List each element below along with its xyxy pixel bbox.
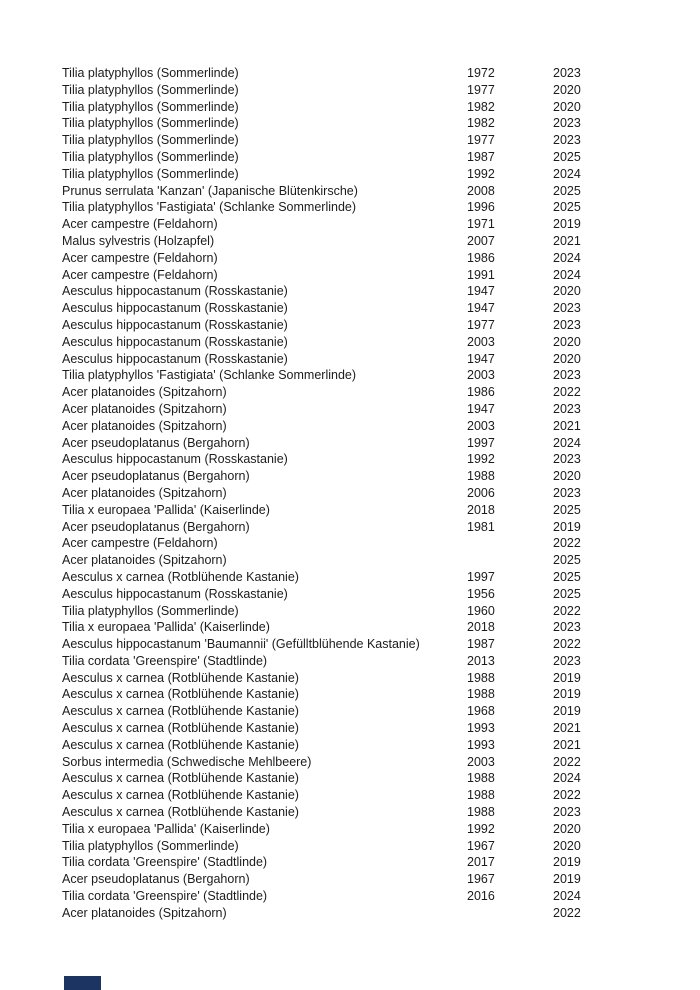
tree-species-cell: Prunus serrulata 'Kanzan' (Japanische Blütenkirsche): [62, 183, 358, 198]
year-inspected-cell: 2023: [553, 301, 581, 316]
year-planted-cell: 1992: [467, 821, 495, 836]
year-inspected-cell: 2021: [553, 721, 581, 736]
bottom-navy-fragment: [64, 976, 101, 990]
table-row: [62, 502, 622, 519]
year-inspected-cell: 2025: [553, 200, 581, 215]
year-planted-cell: 2003: [467, 368, 495, 383]
table-row: [62, 166, 622, 183]
tree-species-cell: Aesculus hippocastanum (Rosskastanie): [62, 317, 288, 332]
year-inspected-cell: 2019: [553, 217, 581, 232]
tree-species-cell: Acer platanoides (Spitzahorn): [62, 905, 227, 920]
year-inspected-cell: 2023: [553, 116, 581, 131]
year-inspected-cell: 2019: [553, 855, 581, 870]
year-planted-cell: 1992: [467, 452, 495, 467]
year-inspected-cell: 2024: [553, 771, 581, 786]
year-planted-cell: 1968: [467, 704, 495, 719]
year-inspected-cell: 2019: [553, 872, 581, 887]
year-planted-cell: 1956: [467, 586, 495, 601]
tree-species-cell: Aesculus x carnea (Rotblühende Kastanie): [62, 721, 299, 736]
year-inspected-cell: 2020: [553, 334, 581, 349]
year-planted-cell: 2008: [467, 183, 495, 198]
table-row: [62, 737, 622, 754]
tree-species-cell: Aesculus x carnea (Rotblühende Kastanie): [62, 670, 299, 685]
table-row: [62, 82, 622, 99]
year-planted-cell: 1988: [467, 687, 495, 702]
table-row: [62, 384, 622, 401]
tree-species-cell: Tilia x europaea 'Pallida' (Kaiserlinde): [62, 620, 270, 635]
year-planted-cell: 1993: [467, 721, 495, 736]
year-planted-cell: 2018: [467, 502, 495, 517]
table-row: [62, 300, 622, 317]
year-inspected-cell: 2019: [553, 519, 581, 534]
year-planted-cell: 1992: [467, 166, 495, 181]
table-row: [62, 804, 622, 821]
table-row: [62, 267, 622, 284]
year-planted-cell: 1988: [467, 805, 495, 820]
year-planted-cell: 1982: [467, 99, 495, 114]
tree-species-cell: Acer platanoides (Spitzahorn): [62, 418, 227, 433]
tree-species-cell: Tilia platyphyllos (Sommerlinde): [62, 603, 239, 618]
year-planted-cell: 1988: [467, 788, 495, 803]
year-planted-cell: 1971: [467, 217, 495, 232]
year-planted-cell: 1988: [467, 469, 495, 484]
year-inspected-cell: 2021: [553, 233, 581, 248]
year-planted-cell: 1972: [467, 66, 495, 80]
tree-species-cell: Acer campestre (Feldahorn): [62, 536, 218, 551]
tree-species-cell: Aesculus hippocastanum (Rosskastanie): [62, 334, 288, 349]
table-row: [62, 838, 622, 855]
table-row: [62, 435, 622, 452]
year-inspected-cell: 2025: [553, 553, 581, 568]
year-planted-cell: 2016: [467, 889, 495, 904]
table-row: [62, 468, 622, 485]
table-row: [62, 871, 622, 888]
year-inspected-cell: 2023: [553, 317, 581, 332]
year-planted-cell: 1986: [467, 250, 495, 265]
year-inspected-cell: 2022: [553, 637, 581, 652]
year-inspected-cell: 2025: [553, 569, 581, 584]
tree-species-cell: Tilia platyphyllos 'Fastigiata' (Schlanke Sommerlinde): [62, 200, 357, 215]
table-row: [62, 787, 622, 804]
year-inspected-cell: 2022: [553, 905, 581, 920]
year-inspected-cell: 2020: [553, 469, 581, 484]
table-row: [62, 569, 622, 586]
year-planted-cell: 2003: [467, 754, 495, 769]
tree-species-cell: Aesculus x carnea (Rotblühende Kastanie): [62, 569, 299, 584]
tree-species-cell: Acer platanoides (Spitzahorn): [62, 385, 227, 400]
year-planted-cell: 1991: [467, 267, 495, 282]
year-planted-cell: 2006: [467, 485, 495, 500]
year-inspected-cell: 2024: [553, 889, 581, 904]
tree-species-cell: Aesculus hippocastanum (Rosskastanie): [62, 586, 288, 601]
year-planted-cell: 1977: [467, 82, 495, 97]
year-planted-cell: 1981: [467, 519, 495, 534]
year-inspected-cell: 2023: [553, 66, 581, 80]
year-inspected-cell: 2025: [553, 586, 581, 601]
tree-species-cell: Acer platanoides (Spitzahorn): [62, 485, 227, 500]
tree-species-cell: Acer pseudoplatanus (Bergahorn): [62, 435, 250, 450]
tree-species-cell: Tilia cordata 'Greenspire' (Stadtlinde): [62, 855, 268, 870]
year-inspected-cell: 2020: [553, 82, 581, 97]
table-row: [62, 317, 622, 334]
year-planted-cell: 1988: [467, 670, 495, 685]
year-inspected-cell: 2022: [553, 536, 581, 551]
tree-species-cell: Tilia platyphyllos 'Fastigiata' (Schlanke Sommerlinde): [62, 368, 357, 383]
table-row: [62, 401, 622, 418]
table-row: [62, 334, 622, 351]
year-planted-cell: 2003: [467, 418, 495, 433]
table-row: [62, 888, 622, 905]
year-planted-cell: 2017: [467, 855, 495, 870]
year-inspected-cell: 2019: [553, 704, 581, 719]
tree-species-cell: Acer campestre (Feldahorn): [62, 250, 218, 265]
table-row: [62, 653, 622, 670]
table-row: [62, 670, 622, 687]
tree-species-cell: Aesculus hippocastanum (Rosskastanie): [62, 452, 288, 467]
year-planted-cell: 1947: [467, 284, 495, 299]
table-row: [62, 115, 622, 132]
tree-species-cell: Tilia platyphyllos (Sommerlinde): [62, 166, 239, 181]
tree-species-cell: Tilia cordata 'Greenspire' (Stadtlinde): [62, 889, 268, 904]
year-inspected-cell: 2023: [553, 805, 581, 820]
year-inspected-cell: 2021: [553, 737, 581, 752]
year-inspected-cell: 2019: [553, 670, 581, 685]
table-row: [62, 905, 622, 922]
year-inspected-cell: 2020: [553, 821, 581, 836]
tree-species-cell: Tilia platyphyllos (Sommerlinde): [62, 66, 239, 80]
year-planted-cell: 2007: [467, 233, 495, 248]
year-inspected-cell: 2025: [553, 502, 581, 517]
year-planted-cell: 1967: [467, 838, 495, 853]
table-row: [62, 199, 622, 216]
year-inspected-cell: 2019: [553, 687, 581, 702]
table-row: [62, 485, 622, 502]
year-planted-cell: 1993: [467, 737, 495, 752]
table-row: [62, 636, 622, 653]
year-inspected-cell: 2022: [553, 603, 581, 618]
tree-species-cell: Tilia platyphyllos (Sommerlinde): [62, 82, 239, 97]
year-inspected-cell: 2020: [553, 351, 581, 366]
tree-species-cell: Aesculus x carnea (Rotblühende Kastanie): [62, 771, 299, 786]
table-row: [62, 603, 622, 620]
tree-species-cell: Aesculus hippocastanum (Rosskastanie): [62, 351, 288, 366]
year-planted-cell: 1986: [467, 385, 495, 400]
tree-species-cell: Aesculus x carnea (Rotblühende Kastanie): [62, 687, 299, 702]
year-inspected-cell: 2020: [553, 838, 581, 853]
tree-species-cell: Aesculus x carnea (Rotblühende Kastanie): [62, 704, 299, 719]
year-planted-cell: 1996: [467, 200, 495, 215]
tree-species-cell: Tilia platyphyllos (Sommerlinde): [62, 149, 239, 164]
tree-species-cell: Acer campestre (Feldahorn): [62, 267, 218, 282]
year-inspected-cell: 2022: [553, 754, 581, 769]
tree-species-cell: Tilia platyphyllos (Sommerlinde): [62, 99, 239, 114]
year-inspected-cell: 2022: [553, 788, 581, 803]
table-row: [62, 821, 622, 838]
year-inspected-cell: 2024: [553, 267, 581, 282]
tree-species-cell: Sorbus intermedia (Schwedische Mehlbeere): [62, 754, 312, 769]
table-row: [62, 552, 622, 569]
tree-species-cell: Acer platanoides (Spitzahorn): [62, 401, 227, 416]
year-planted-cell: 1947: [467, 351, 495, 366]
tree-species-cell: Acer platanoides (Spitzahorn): [62, 553, 227, 568]
year-planted-cell: 1967: [467, 872, 495, 887]
table-row: [62, 250, 622, 267]
tree-species-cell: Tilia x europaea 'Pallida' (Kaiserlinde): [62, 502, 270, 517]
table-row: [62, 770, 622, 787]
year-planted-cell: 2013: [467, 653, 495, 668]
year-inspected-cell: 2020: [553, 99, 581, 114]
table-row: [62, 720, 622, 737]
year-planted-cell: 2018: [467, 620, 495, 635]
year-inspected-cell: 2022: [553, 385, 581, 400]
year-inspected-cell: 2024: [553, 166, 581, 181]
year-planted-cell: 1988: [467, 771, 495, 786]
tree-species-cell: Aesculus hippocastanum (Rosskastanie): [62, 284, 288, 299]
table-row: [62, 535, 622, 552]
table-row: [62, 586, 622, 603]
year-planted-cell: 1977: [467, 317, 495, 332]
year-inspected-cell: 2023: [553, 620, 581, 635]
tree-species-cell: Tilia platyphyllos (Sommerlinde): [62, 133, 239, 148]
year-inspected-cell: 2025: [553, 149, 581, 164]
year-planted-cell: 1947: [467, 301, 495, 316]
tree-species-cell: Acer pseudoplatanus (Bergahorn): [62, 872, 250, 887]
year-inspected-cell: 2023: [553, 452, 581, 467]
tree-species-cell: Aesculus x carnea (Rotblühende Kastanie): [62, 805, 299, 820]
year-inspected-cell: 2023: [553, 485, 581, 500]
year-inspected-cell: 2023: [553, 653, 581, 668]
table-row: [62, 351, 622, 368]
table-row: [62, 619, 622, 636]
table-row: [62, 283, 622, 300]
year-inspected-cell: 2023: [553, 368, 581, 383]
table-row: [62, 418, 622, 435]
year-planted-cell: 2003: [467, 334, 495, 349]
table-row: [62, 854, 622, 871]
table-row: [62, 754, 622, 771]
table-row: [62, 519, 622, 536]
table-row: [62, 686, 622, 703]
tree-species-cell: Tilia platyphyllos (Sommerlinde): [62, 838, 239, 853]
year-planted-cell: 1997: [467, 435, 495, 450]
table-row: [62, 216, 622, 233]
table-row: [62, 451, 622, 468]
year-inspected-cell: 2023: [553, 401, 581, 416]
year-planted-cell: 1977: [467, 133, 495, 148]
tree-species-cell: Malus sylvestris (Holzapfel): [62, 233, 215, 248]
table-row: [62, 703, 622, 720]
table-row: [62, 132, 622, 149]
tree-species-cell: Acer pseudoplatanus (Bergahorn): [62, 519, 250, 534]
year-planted-cell: 1997: [467, 569, 495, 584]
tree-species-cell: Acer campestre (Feldahorn): [62, 217, 218, 232]
tree-species-cell: Acer pseudoplatanus (Bergahorn): [62, 469, 250, 484]
year-inspected-cell: 2024: [553, 435, 581, 450]
year-planted-cell: 1982: [467, 116, 495, 131]
table-row: [62, 65, 622, 82]
tree-species-cell: Tilia x europaea 'Pallida' (Kaiserlinde): [62, 821, 270, 836]
year-planted-cell: 1987: [467, 149, 495, 164]
tree-species-cell: Tilia cordata 'Greenspire' (Stadtlinde): [62, 653, 268, 668]
year-inspected-cell: 2025: [553, 183, 581, 198]
tree-species-cell: Tilia platyphyllos (Sommerlinde): [62, 116, 239, 131]
table-row: [62, 149, 622, 166]
tree-species-table: [62, 65, 622, 922]
year-planted-cell: 1987: [467, 637, 495, 652]
year-inspected-cell: 2024: [553, 250, 581, 265]
year-planted-cell: 1947: [467, 401, 495, 416]
tree-species-cell: Aesculus hippocastanum (Rosskastanie): [62, 301, 288, 316]
year-planted-cell: 1960: [467, 603, 495, 618]
year-inspected-cell: 2021: [553, 418, 581, 433]
table-row: [62, 183, 622, 200]
tree-species-cell: Aesculus x carnea (Rotblühende Kastanie): [62, 737, 299, 752]
table-row: [62, 99, 622, 116]
year-inspected-cell: 2023: [553, 133, 581, 148]
year-inspected-cell: 2020: [553, 284, 581, 299]
tree-species-cell: Aesculus hippocastanum 'Baumannii' (Gefülltblühende Kastanie): [62, 637, 420, 652]
tree-species-cell: Aesculus x carnea (Rotblühende Kastanie): [62, 788, 299, 803]
table-row: [62, 367, 622, 384]
table-row: [62, 233, 622, 250]
